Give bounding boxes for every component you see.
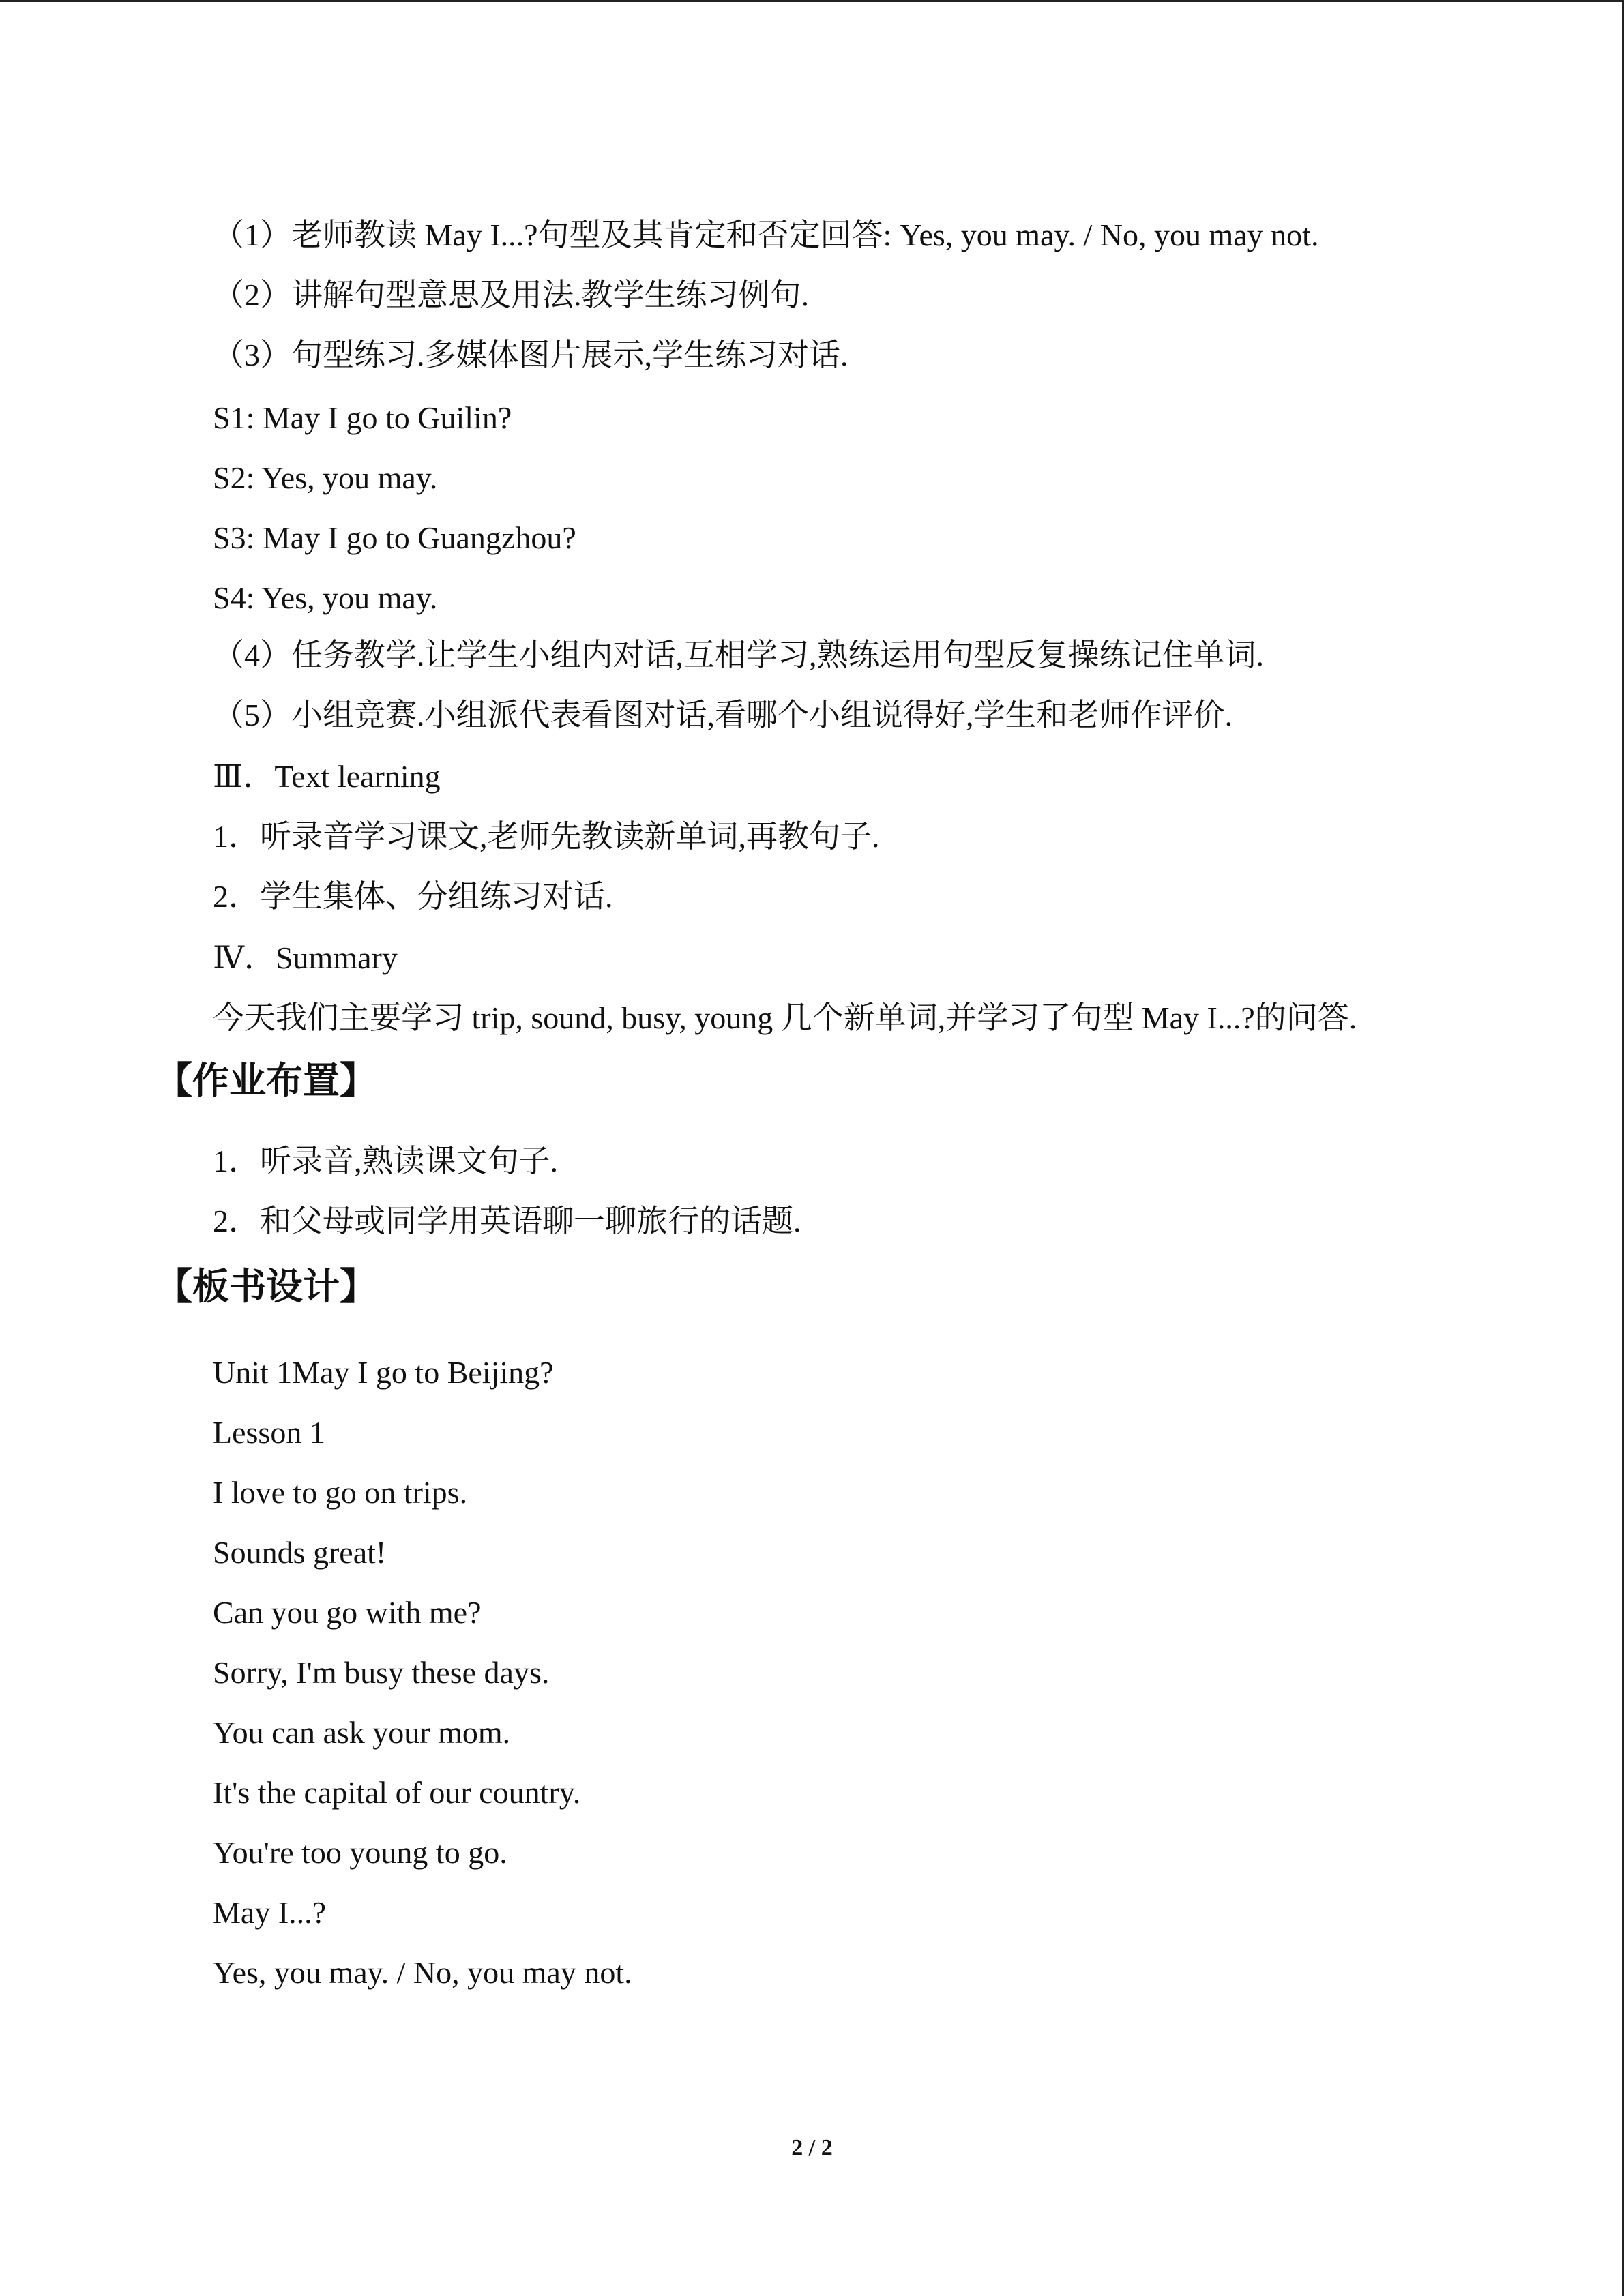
dialogue-line-s4: S4: Yes, you may. [213, 580, 438, 615]
dialogue-line-s1: S1: May I go to Guilin? [213, 400, 512, 435]
board-line-9: You're too young to go. [213, 1835, 507, 1870]
step-line-5: （5）小组竞赛.小组派代表看图对话,看哪个小组说得好,学生和老师作评价. [213, 698, 1232, 732]
step-line-1: （1）老师教读 May I...?句型及其肯定和否定回答: Yes, you may. / No, you may not. [213, 218, 1319, 252]
section-title-text-learning: Ⅲ．Text learning [213, 759, 441, 794]
dialogue-line-s3: S3: May I go to Guangzhou? [213, 520, 576, 555]
step-line-4: （4）任务教学.让学生小组内对话,互相学习,熟练运用句型反复操练记住单词. [213, 638, 1264, 672]
board-design-heading: 【板书设计】 [156, 1265, 377, 1308]
text-learning-item-1: 1．听录音学习课文,老师先教读新单词,再教句子. [213, 819, 880, 854]
summary-text: 今天我们主要学习 trip, sound, busy, young 几个新单词,并学习了句型 May I...?的问答. [213, 1000, 1357, 1035]
board-line-2: Lesson 1 [213, 1415, 325, 1450]
homework-heading: 【作业布置】 [156, 1059, 377, 1102]
board-line-8: It's the capital of our country. [213, 1775, 581, 1810]
board-line-4: Sounds great! [213, 1535, 387, 1570]
board-line-11: Yes, you may. / No, you may not. [213, 1955, 632, 1990]
step-line-3: （3）句型练习.多媒体图片展示,学生练习对话. [213, 338, 848, 372]
homework-item-1: 1．听录音,熟读课文句子. [213, 1144, 558, 1178]
board-line-1: Unit 1May I go to Beijing? [213, 1355, 554, 1390]
board-line-6: Sorry, I'm busy these days. [213, 1655, 550, 1690]
board-line-10: May I...? [213, 1895, 327, 1930]
homework-item-2: 2．和父母或同学用英语聊一聊旅行的话题. [213, 1204, 801, 1238]
step-line-2: （2）讲解句型意思及用法.教学生练习例句. [213, 278, 809, 312]
board-line-7: You can ask your mom. [213, 1715, 511, 1750]
board-line-5: Can you go with me? [213, 1595, 482, 1630]
dialogue-line-s2: S2: Yes, you may. [213, 460, 438, 495]
section-title-summary: Ⅳ．Summary [213, 940, 398, 975]
page-top-border [0, 0, 1624, 2]
board-line-3: I love to go on trips. [213, 1475, 468, 1510]
page-number: 2 / 2 [791, 2135, 833, 2160]
text-learning-item-2: 2．学生集体、分组练习对话. [213, 879, 613, 914]
